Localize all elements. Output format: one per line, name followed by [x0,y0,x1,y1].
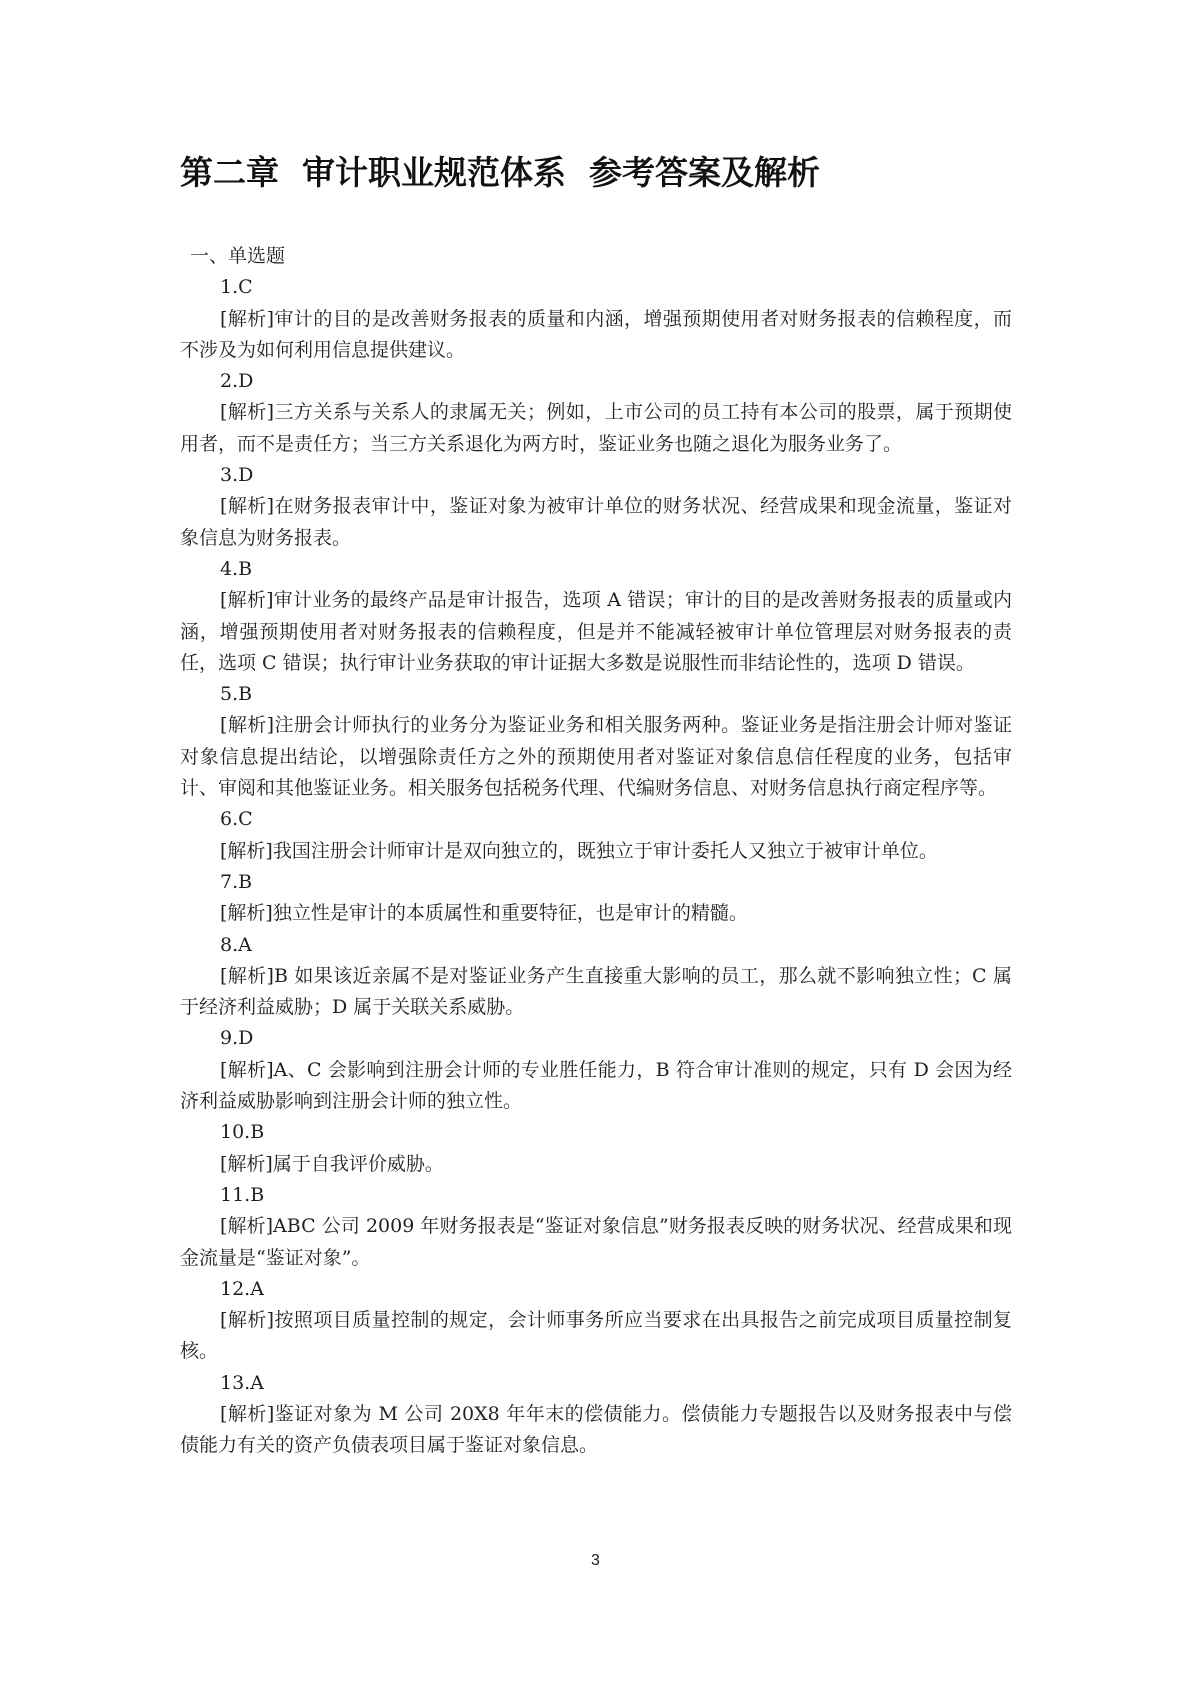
question-number: 10.B [220,1121,265,1144]
section-heading: 一、单选题 [190,245,286,267]
question-analysis: [解析]审计业务的最终产品是审计报告，选项 A 错误；审计的目的是改善财务报表的质量或内涵，增强预期使用者对财务报表的信赖程度，但是并不能减轻被审计单位管理层对财务报表的责任，选项 C 错误；执行审计业务获取的审计证据大多数是说服性而非结论性的，选项 D 错误。 [180,589,1012,674]
question-number: 2.D [220,370,254,393]
question-analysis: [解析]属于自我评价威胁。 [220,1152,444,1175]
question-analysis: [解析]A、C 会影响到注册会计师的专业胜任能力，B 符合审计准则的规定，只有 D 会因为经济利益威胁影响到注册会计师的独立性。 [180,1058,1012,1113]
question-analysis: [解析]注册会计师执行的业务分为鉴证业务和相关服务两种。鉴证业务是指注册会计师对鉴证对象信息提出结论，以增强除责任方之外的预期使用者对鉴证对象信息信任程度的业务，包括审计、审阅和其他鉴证业务。相关服务包括税务代理、代编财务信息、对财务信息执行商定程序等。 [180,714,1012,800]
question-analysis: [解析]按照项目质量控制的规定，会计师事务所应当要求在出具报告之前完成项目质量控制复核。 [180,1309,1012,1363]
question-analysis: [解析]审计的目的是改善财务报表的质量和内涵，增强预期使用者对财务报表的信赖程度，而不涉及为如何利用信息提供建议。 [180,307,1012,361]
chapter-title: 第二章 审计职业规范体系 参考答案及解析 [180,153,820,192]
question-analysis: [解析]ABC 公司 2009 年财务报表是“鉴证对象信息”财务报表反映的财务状况、经营成果和现金流量是“鉴证对象”。 [180,1215,1012,1269]
question-number: 13.A [220,1371,264,1394]
question-number: 6.C [220,808,253,831]
answer-content [180,241,1012,1462]
question-analysis: [解析]鉴证对象为 M 公司 20X8 年年末的偿债能力。偿债能力专题报告以及财务报表中与偿债能力有关的资产负债表项目属于鉴证对象信息。 [180,1402,1012,1457]
question-analysis: [解析]在财务报表审计中，鉴证对象为被审计单位的财务状况、经营成果和现金流量，鉴证对象信息为财务报表。 [180,495,1012,549]
question-analysis: [解析]三方关系与关系人的隶属无关；例如，上市公司的员工持有本公司的股票，属于预期使用者，而不是责任方；当三方关系退化为两方时，鉴证业务也随之退化为服务业务了。 [180,401,1012,455]
question-number: 7.B [220,870,253,893]
question-number: 8.A [220,933,252,956]
question-number: 3.D [220,464,254,487]
question-number: 11.B [220,1183,265,1206]
question-number: 12.A [220,1277,264,1300]
question-analysis: [解析]独立性是审计的本质属性和重要特征，也是审计的精髓。 [220,902,748,925]
question-number: 1.C [220,276,253,299]
question-number: 5.B [220,683,253,706]
question-number: 4.B [220,557,253,580]
question-analysis: [解析]我国注册会计师审计是双向独立的，既独立于审计委托人又独立于被审计单位。 [220,839,938,862]
question-analysis: [解析]B 如果该近亲属不是对鉴证业务产生直接重大影响的员工，那么就不影响独立性；C 属于经济利益威胁；D 属于关联关系威胁。 [180,964,1012,1019]
question-number: 9.D [220,1027,254,1050]
page-number: 3 [591,1552,600,1569]
